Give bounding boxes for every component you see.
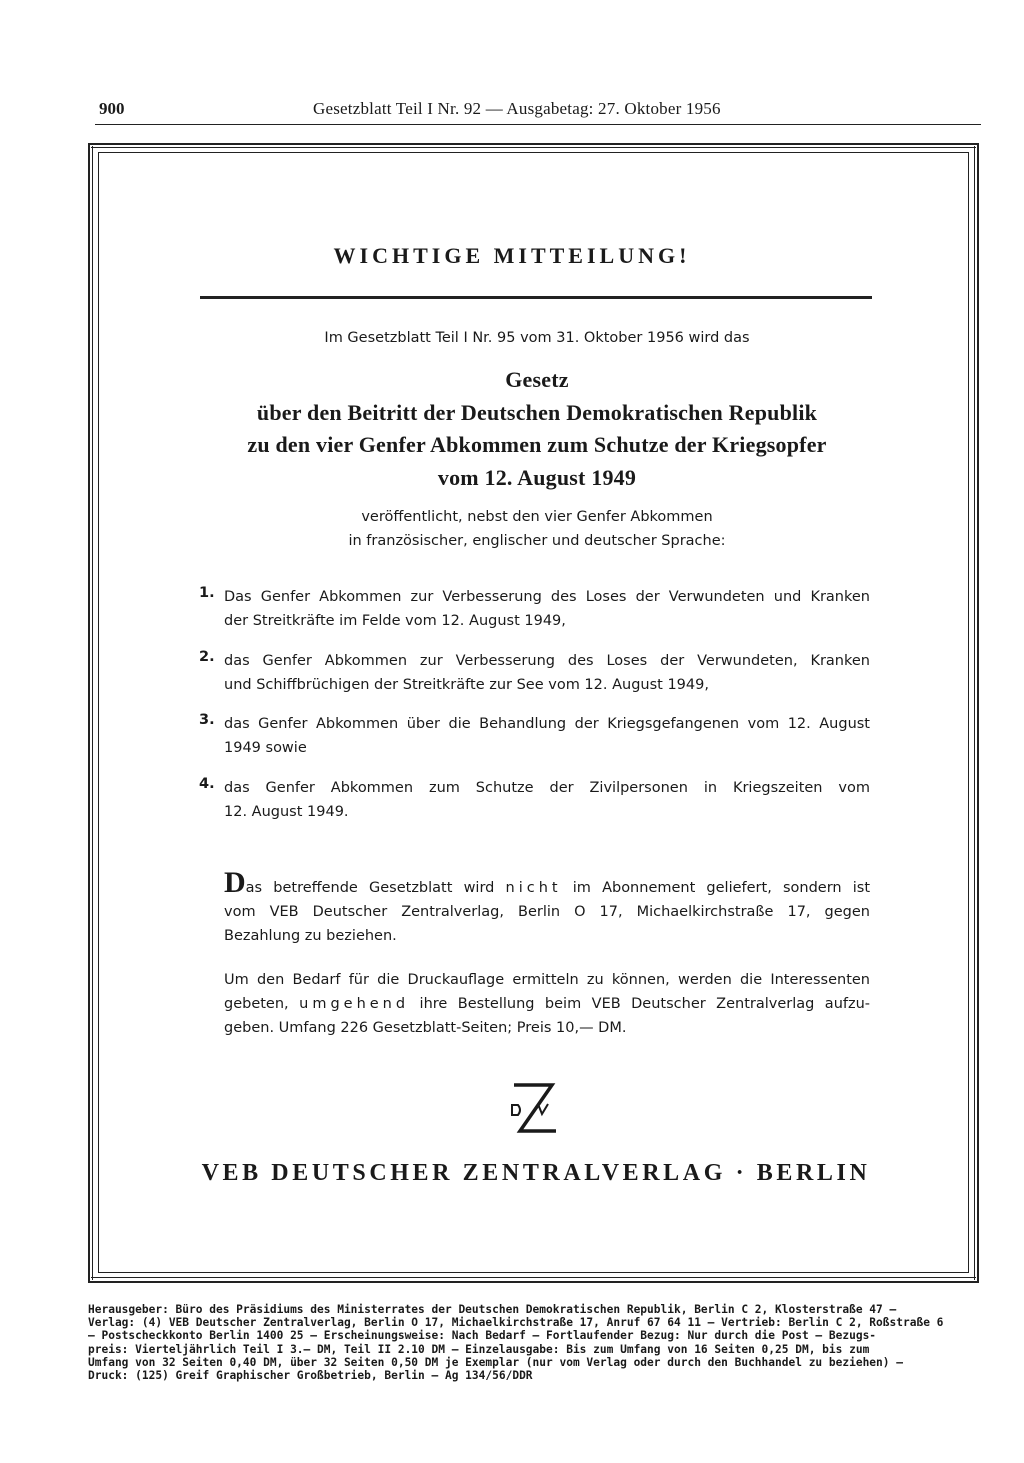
text-run: im Abonnement geliefert, sondern ist xyxy=(572,880,871,896)
paragraph-line: geben. Umfang 226 Gesetzblatt-Seiten; Preis 10,— DM. xyxy=(224,1020,627,1036)
subtitle-line: veröffentlicht, nebst den vier Genfer Abkommen xyxy=(361,509,713,525)
list-item-line: das Genfer Abkommen über die Behandlung der Kriegsgefangenen vom 12. August xyxy=(224,716,870,732)
frame-line xyxy=(91,147,976,148)
running-head: Gesetzblatt Teil I Nr. 92 — Ausgabetag: 27. Oktober 1956 xyxy=(313,99,721,118)
delivery-paragraph xyxy=(224,866,871,948)
paragraph-line xyxy=(224,866,871,900)
law-title: Gesetz xyxy=(505,367,569,392)
paragraph-line: Um den Bedarf für die Druckauflage ermitteln zu können, werden die Interessenten xyxy=(224,972,870,988)
notice-heading: WICHTIGE MITTEILUNG! xyxy=(333,243,691,268)
imprint-line: preis: Vierteljährlich Teil I 3.— DM, Teil II 2.10 DM — Einzelausgabe: Bis zum Umfang von 16 Seiten 0,25 DM, bis zum xyxy=(88,1342,870,1356)
imprint-line: Druck: (125) Greif Graphischer Großbetrieb, Berlin — Ag 134/56/DDR xyxy=(88,1369,533,1383)
paragraph-line: Bezahlung zu beziehen. xyxy=(224,928,397,944)
list-item-line: 12. August 1949. xyxy=(224,804,349,820)
imprint xyxy=(88,1303,980,1382)
list-item-number: 3. xyxy=(199,712,215,728)
list-item-number: 2. xyxy=(199,649,215,665)
drop-cap: D xyxy=(224,866,246,899)
frame-line xyxy=(974,146,975,1280)
paragraph-line: vom VEB Deutscher Zentralverlag, Berlin O 17, Michaelkirchstraße 17, gegen xyxy=(224,904,870,920)
list-item xyxy=(224,712,870,760)
imprint-line: — Postscheckkonto Berlin 1400 25 — Erscheinungsweise: Nach Bedarf — Fortlaufender Bezug: Nur durch die Post — Bezugs- xyxy=(88,1329,877,1343)
list-item-number: 1. xyxy=(199,585,215,601)
intro-text: Im Gesetzblatt Teil I Nr. 95 vom 31. Oktober 1956 wird das xyxy=(324,330,750,346)
emphasis-text: umgehend xyxy=(299,996,410,1012)
text-run: as betreffende Gesetzblatt wird xyxy=(245,880,495,896)
frame-line xyxy=(91,1277,976,1278)
vdz-logo-icon xyxy=(508,1080,560,1136)
subtitle-line: in französischer, englischer und deutscher Sprache: xyxy=(348,533,726,549)
law-title-line: über den Beitritt der Deutschen Demokratischen Republik xyxy=(256,400,818,425)
imprint-line: Verlag: (4) VEB Deutscher Zentralverlag, Berlin O 17, Michaelkirchstraße 17, Anruf 67 64 11 — Vertrieb: Berlin C 2, Roßstraße 6 xyxy=(88,1316,944,1330)
law-title-line: zu den vier Genfer Abkommen zum Schutze der Kriegsopfer xyxy=(247,432,827,457)
header-rule xyxy=(95,124,981,125)
text-run: gebeten, xyxy=(224,996,289,1012)
text-run: ihre Bestellung beim VEB Deutscher Zentralverlag aufzu- xyxy=(419,996,871,1012)
emphasis-text: nicht xyxy=(505,880,562,896)
list-item xyxy=(224,776,870,824)
publisher-name: VEB DEUTSCHER ZENTRALVERLAG · BERLIN xyxy=(201,1160,871,1186)
list-item-number: 4. xyxy=(199,776,215,792)
paragraph-line xyxy=(224,992,870,1016)
list-item-line: und Schiffbrüchigen der Streitkräfte zur See vom 12. August 1949, xyxy=(224,677,709,693)
heading-rule xyxy=(200,296,872,299)
list-item xyxy=(224,585,870,633)
page-number: 900 xyxy=(99,99,125,118)
imprint-line: Umfang von 32 Seiten 0,40 DM, über 32 Seiten 0,50 DM je Exemplar (nur vom Verlag oder durch den Buchhandel zu beziehen) — xyxy=(88,1355,903,1369)
law-title-line: vom 12. August 1949 xyxy=(437,465,637,490)
frame-line xyxy=(92,146,93,1280)
list-item-line: der Streitkräfte im Felde vom 12. August 1949, xyxy=(224,613,566,629)
list-item xyxy=(224,649,870,697)
list-item-line: 1949 sowie xyxy=(224,740,307,756)
list-item-line: das Genfer Abkommen zur Verbesserung des Loses der Verwundeten, Kranken xyxy=(224,653,870,669)
list-item-line: das Genfer Abkommen zum Schutze der Zivilpersonen in Kriegszeiten vom xyxy=(224,780,870,796)
order-paragraph xyxy=(224,968,870,1040)
imprint-line: Herausgeber: Büro des Präsidiums des Ministerrates der Deutschen Demokratischen Republik, Berlin C 2, Klosterstraße 47 — xyxy=(88,1303,897,1316)
list-item-line: Das Genfer Abkommen zur Verbesserung des Loses der Verwundeten und Kranken xyxy=(224,589,870,605)
